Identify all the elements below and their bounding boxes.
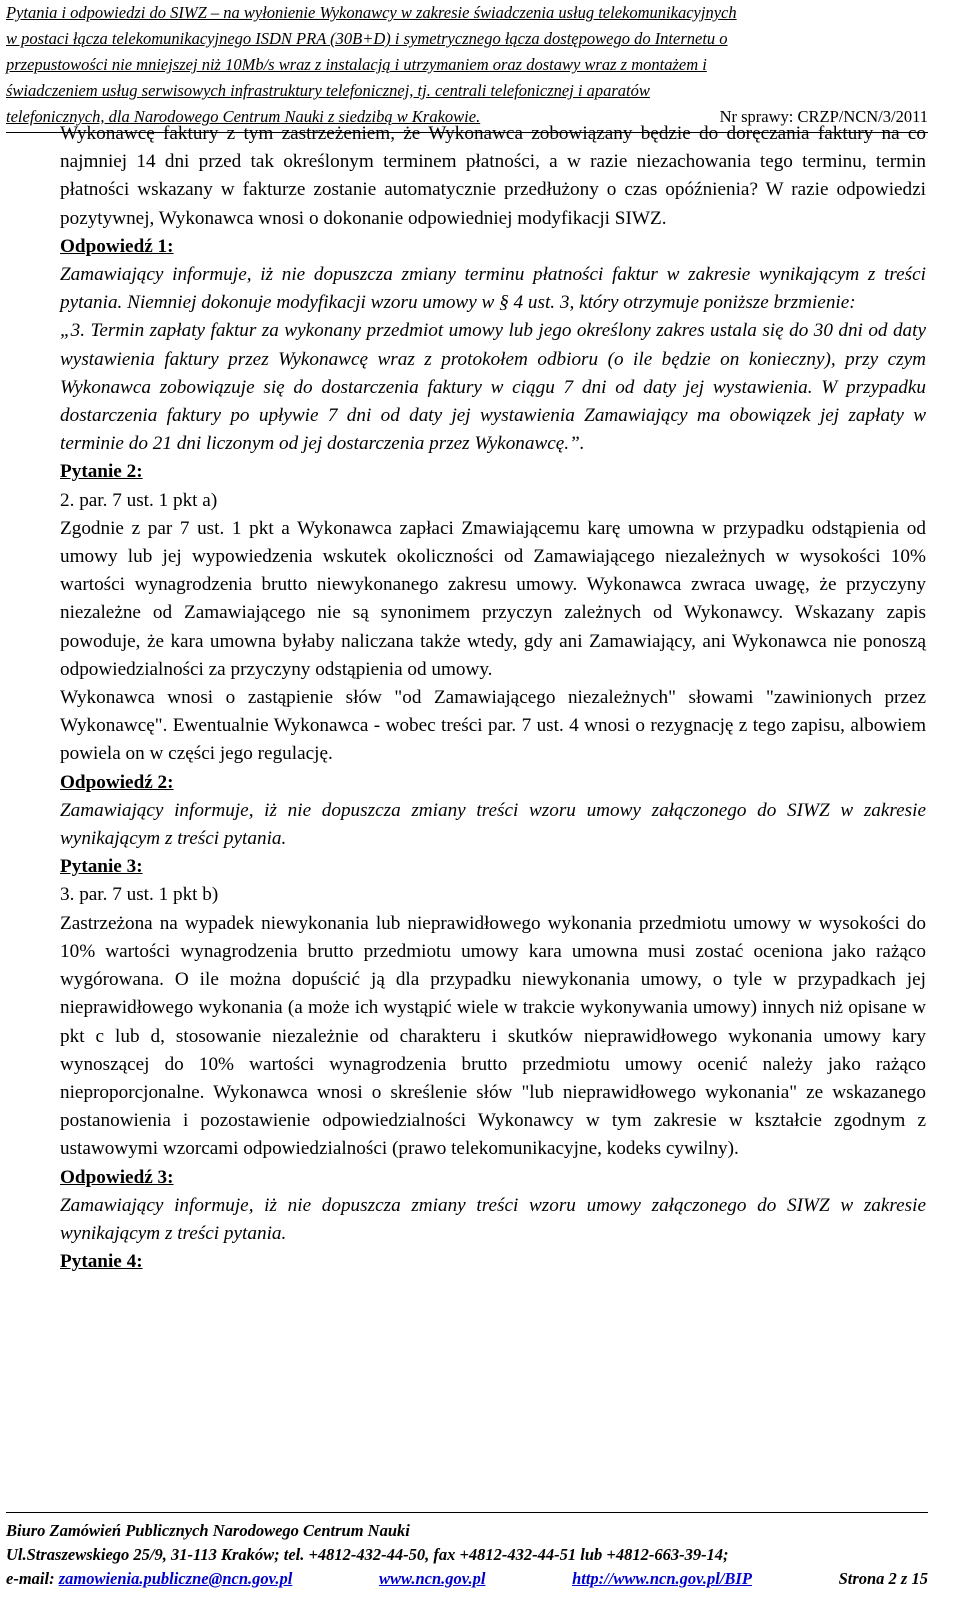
question-3-heading: Pytanie 3:	[60, 856, 143, 878]
question-3-reference: 3. par. 7 ust. 1 pkt b)	[60, 884, 219, 906]
footer-email-group	[6, 1567, 292, 1591]
answer-2-text: Zamawiający informuje, iż nie dopuszcza zmiany treści wzoru umowy załączonego do SIWZ w zakresie wynikającym z treści pytania.	[60, 799, 926, 850]
footer-email-link[interactable]: zamowienia.publiczne@ncn.gov.pl	[58, 1569, 293, 1588]
footer-contact-row	[6, 1567, 928, 1591]
header-line-3: przepustowości nie mniejszej niż 10Mb/s wraz z instalacją i utrzymaniem oraz dostawy wraz z montażem i	[6, 55, 707, 74]
answer-1-quote: „3. Termin zapłaty faktur za wykonany przedmiot umowy lub jego określony zakres ustala się do 30 dni od daty wystawienia faktury przez Wykonawcę wraz z protokołem odbioru (o ile będzie on konieczny), przy czym Wykonawca zobowiązuje się do dostarczenia faktury w ciągu 7 dni od daty jej wystawienia. W przypadku dostarczenia faktury po upływie 7 dni od daty jej wystawienia Zamawiający ma obowiązek jej zapłaty w terminie do 21 dni liczonym od jej dostarczenia przez Wykonawcę.”.	[60, 320, 926, 455]
question-2-reference: 2. par. 7 ust. 1 pkt a)	[60, 489, 218, 511]
header-line-2: w postaci łącza telekomunikacyjnego ISDN PRA (30B+D) i symetrycznego łącza dostępowego do Internetu o	[6, 29, 728, 48]
question-2-text-2: Wykonawca wnosi o zastąpienie słów "od Zamawiającego niezależnych" słowami "zawinionych przez Wykonawcę". Ewentualnie Wykonawca - wobec treści par. 7 ust. 4 wnosi o rezygnację z tego zapisu, albowiem powiela on w części jego regulację.	[60, 687, 926, 765]
footer-organization: Biuro Zamówień Publicznych Narodowego Centrum Nauki	[6, 1521, 410, 1540]
answer-1-heading: Odpowiedź 1:	[60, 235, 174, 257]
document-body	[60, 120, 926, 1276]
header-line-1: Pytania i odpowiedzi do SIWZ – na wyłonienie Wykonawcy w zakresie świadczenia usług telekomunikacyjnych	[6, 3, 737, 22]
answer-1-text: Zamawiający informuje, iż nie dopuszcza zmiany terminu płatności faktur w zakresie wynikającym z treści pytania. Niemniej dokonuje modyfikacji wzoru umowy w § 4 ust. 3, który otrzymuje poniższe brzmienie:	[60, 264, 926, 314]
footer-bip-link[interactable]: http://www.ncn.gov.pl/BIP	[572, 1569, 752, 1588]
document-header	[6, 0, 928, 133]
case-number: Nr sprawy: CRZP/NCN/3/2011	[719, 107, 928, 126]
question-2-heading: Pytanie 2:	[60, 461, 143, 483]
page-number: Strona 2 z 15	[838, 1569, 928, 1588]
header-line-5: telefonicznych, dla Narodowego Centrum Nauki z siedzibą w Krakowie.	[6, 107, 481, 126]
footer-address: Ul.Straszewskiego 25/9, 31-113 Kraków; tel. +4812-432-44-50, fax +4812-432-44-51 lub +4812-663-39-14;	[6, 1545, 729, 1564]
header-line-4: świadczeniem usług serwisowych infrastruktury telefonicznej, tj. centrali telefonicznej i aparatów	[6, 81, 650, 100]
question-1-continuation: Wykonawcę faktury z tym zastrzeżeniem, że Wykonawca zobowiązany będzie do doręczania faktury na co najmniej 14 dni przed tak określonym terminem płatności, a w razie niezachowania tego terminu, termin płatności wskazany w fakturze zostanie automatycznie przedłużony o czas opóźnienia? W razie odpowiedzi pozytywnej, Wykonawca wnosi o dokonanie odpowiedniej modyfikacji SIWZ.	[60, 123, 926, 229]
footer-website-link[interactable]: www.ncn.gov.pl	[378, 1569, 486, 1588]
question-3-text: Zastrzeżona na wypadek niewykonania lub nieprawidłowego wykonania przedmiotu umowy w wysokości do 10% wartości wynagrodzenia brutto przedmiotu umowy kara umowna musi zostać oceniona jako rażąco wygórowana. O ile można dopuścić ją dla przypadku niewykonania umowy, o tyle w przypadkach jej nieprawidłowego wykonania (a może ich wystąpić wiele w trakcie wykonywania umowy) innych niż opisane w pkt c lub d, stosowanie niezależnie od charakteru i skutków nieprawidłowego wykonania umowy kary wynoszącej do 10% wartości wynagrodzenia brutto przedmiotu umowy ocenić należy jako rażąco nieproporcjonalne. Wykonawca wnosi o skreślenie słów "lub nieprawidłowego wykonania" ze wskazanego postanowienia i pozostawienie odpowiedzialności Wykonawcy w tym zakresie w kształcie zgodnym z ustawowymi wzorcami odpowiedzialności (prawo telekomunikacyjne, kodeks cywilny).	[60, 912, 926, 1160]
answer-3-heading: Odpowiedź 3:	[60, 1166, 174, 1188]
footer-email-label: e-mail:	[6, 1569, 55, 1588]
document-footer	[6, 1512, 928, 1591]
answer-3-text: Zamawiający informuje, iż nie dopuszcza zmiany treści wzoru umowy załączonego do SIWZ w zakresie wynikającym z treści pytania.	[60, 1194, 926, 1244]
question-2-text-1: Zgodnie z par 7 ust. 1 pkt a Wykonawca zapłaci Zmawiającemu karę umowna w przypadku odstąpienia od umowy lub jej wypowiedzenia wskutek okoliczności od Zamawiającego niezależnych w wysokości 10% wartości wynagrodzenia brutto niewykonanego zakresu umowy. Wykonawca zwraca uwagę, że przyczyny niezależne od Zamawiającego nie są synonimem przyczyn zależnych od Wykonawcy. Wskazany zapis powoduje, że kara umowna byłaby naliczana także wtedy, gdy ani Zamawiający, ani Wykonawca nie ponoszą odpowiedzialności za przyczyny odstąpienia od umowy.	[60, 517, 926, 680]
question-4-heading: Pytanie 4:	[60, 1251, 143, 1273]
answer-2-heading: Odpowiedź 2:	[60, 771, 174, 793]
